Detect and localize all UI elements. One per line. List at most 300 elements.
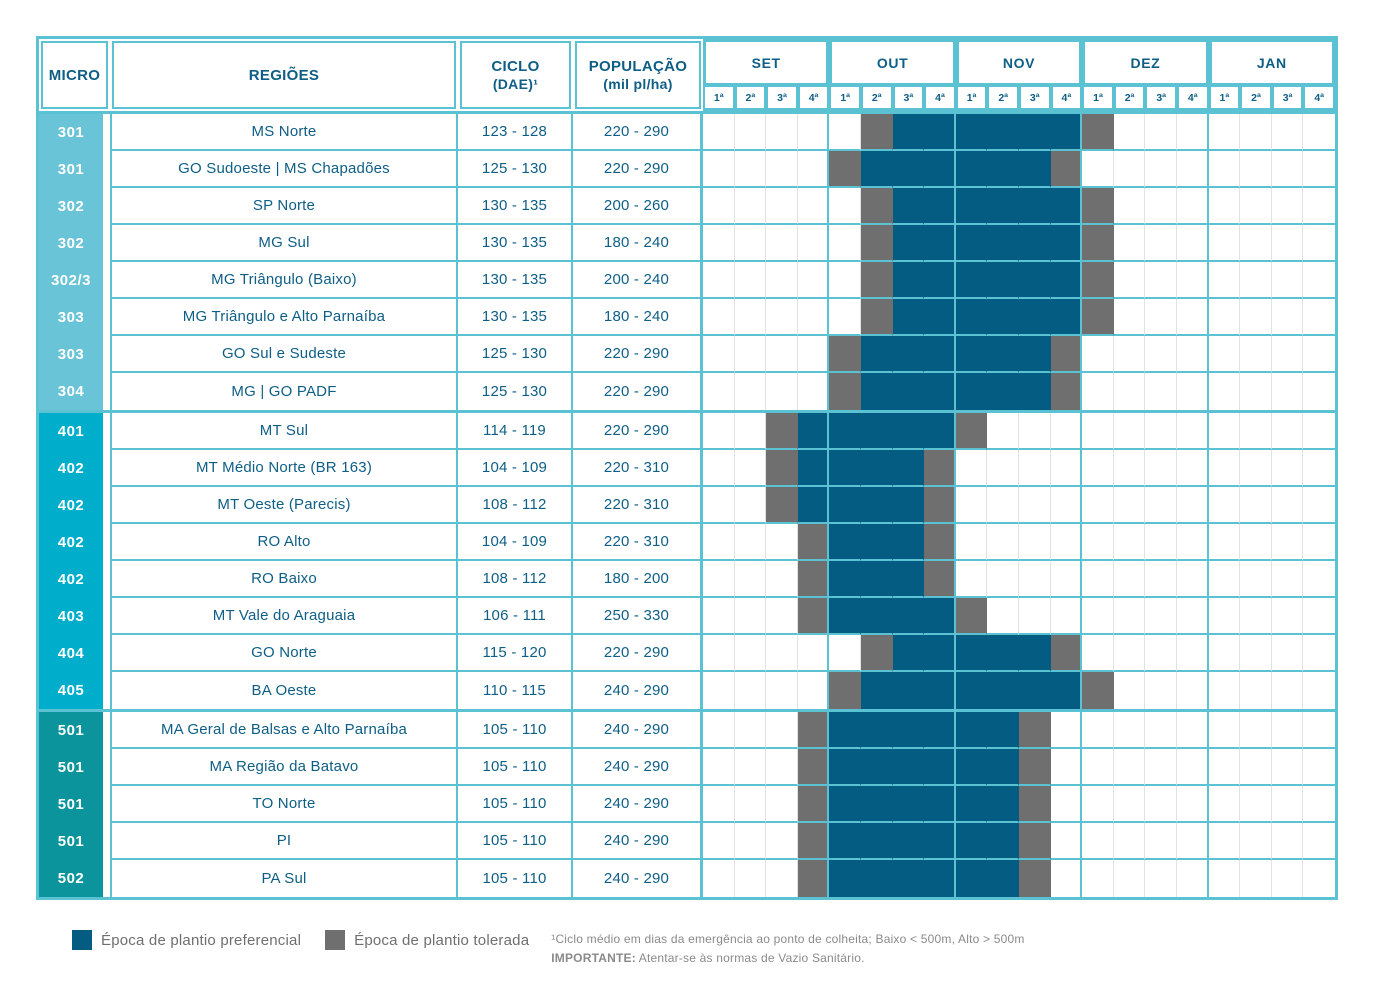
week-cell bbox=[1272, 450, 1304, 487]
week-cell bbox=[1303, 823, 1335, 860]
week-cell-preferencial bbox=[987, 225, 1019, 262]
week-header: 1ª bbox=[831, 87, 859, 108]
week-cell-preferencial bbox=[893, 524, 925, 561]
micro-cell bbox=[39, 450, 110, 487]
week-cell bbox=[829, 225, 861, 262]
week-cell-preferencial bbox=[924, 712, 956, 749]
week-cell-preferencial bbox=[924, 336, 956, 373]
week-cell bbox=[1082, 373, 1114, 410]
week-cell bbox=[1114, 413, 1146, 450]
micro-cell bbox=[39, 262, 110, 299]
legend-item-tolerada bbox=[325, 930, 529, 950]
week-cell bbox=[1240, 336, 1272, 373]
week-cell-preferencial bbox=[956, 336, 988, 373]
week-cell bbox=[1082, 860, 1114, 897]
week-cell-preferencial bbox=[1051, 299, 1083, 336]
week-cell bbox=[1303, 114, 1335, 151]
week-cell bbox=[1272, 114, 1304, 151]
ciclo-cell: 105 - 110 bbox=[458, 860, 573, 897]
week-cell-preferencial bbox=[893, 749, 925, 786]
week-cell bbox=[1114, 712, 1146, 749]
week-cell-preferencial bbox=[956, 151, 988, 188]
micro-cell bbox=[39, 860, 110, 897]
week-cell bbox=[1303, 598, 1335, 635]
micro-badge: 502 bbox=[39, 860, 103, 897]
week-cell bbox=[1051, 524, 1083, 561]
week-cell bbox=[1303, 672, 1335, 709]
week-cell bbox=[1240, 151, 1272, 188]
week-cell bbox=[1272, 262, 1304, 299]
header-micro-label: MICRO bbox=[48, 66, 101, 84]
week-cell bbox=[1272, 672, 1304, 709]
header-populacao bbox=[575, 41, 701, 109]
week-cell-preferencial bbox=[1019, 373, 1051, 410]
week-cell bbox=[1177, 225, 1209, 262]
week-cell-preferencial bbox=[893, 188, 925, 225]
week-cell bbox=[703, 561, 735, 598]
week-cell-preferencial bbox=[956, 672, 988, 709]
week-cell-preferencial bbox=[956, 373, 988, 410]
week-cell-preferencial bbox=[1051, 262, 1083, 299]
week-cell bbox=[1209, 561, 1241, 598]
ciclo-cell: 104 - 109 bbox=[458, 450, 573, 487]
week-cell bbox=[1177, 151, 1209, 188]
week-cell-preferencial bbox=[956, 262, 988, 299]
micro-badge: 403 bbox=[39, 598, 103, 635]
week-cell-preferencial bbox=[893, 450, 925, 487]
week-cell bbox=[1082, 712, 1114, 749]
week-cell bbox=[987, 561, 1019, 598]
week-header: 2ª bbox=[1116, 87, 1144, 108]
week-cell bbox=[1240, 225, 1272, 262]
week-cell bbox=[766, 712, 798, 749]
week-cell bbox=[1303, 151, 1335, 188]
week-cell bbox=[1177, 823, 1209, 860]
week-cell-tolerada bbox=[924, 561, 956, 598]
week-cell-tolerada bbox=[829, 151, 861, 188]
week-cell bbox=[956, 524, 988, 561]
week-cell bbox=[1303, 413, 1335, 450]
week-cell-tolerada bbox=[1051, 373, 1083, 410]
week-cell bbox=[1145, 450, 1177, 487]
ciclo-cell: 105 - 110 bbox=[458, 712, 573, 749]
region-cell: MG | GO PADF bbox=[110, 373, 458, 410]
week-cell bbox=[703, 151, 735, 188]
micro-cell bbox=[39, 786, 110, 823]
week-cell-preferencial bbox=[956, 823, 988, 860]
week-cell-preferencial bbox=[893, 299, 925, 336]
week-cell-tolerada bbox=[1051, 151, 1083, 188]
week-cell bbox=[1209, 635, 1241, 672]
micro-badge: 501 bbox=[39, 823, 103, 860]
week-header: 3ª bbox=[768, 87, 796, 108]
week-cell bbox=[703, 786, 735, 823]
week-cell bbox=[1114, 860, 1146, 897]
ciclo-cell: 114 - 119 bbox=[458, 413, 573, 450]
week-cell-preferencial bbox=[798, 413, 830, 450]
week-cell-preferencial bbox=[1019, 225, 1051, 262]
week-cell bbox=[735, 672, 767, 709]
micro-cell bbox=[39, 225, 110, 262]
week-cell bbox=[735, 188, 767, 225]
week-cell bbox=[1145, 598, 1177, 635]
week-cell bbox=[1177, 114, 1209, 151]
week-cell-preferencial bbox=[798, 487, 830, 524]
week-cell bbox=[735, 487, 767, 524]
week-cell bbox=[703, 524, 735, 561]
week-cell bbox=[798, 114, 830, 151]
week-cell bbox=[735, 712, 767, 749]
micro-badge: 303 bbox=[39, 336, 103, 373]
header-regioes bbox=[112, 41, 456, 109]
week-cell bbox=[1019, 450, 1051, 487]
week-cell bbox=[1272, 786, 1304, 823]
week-cell bbox=[987, 413, 1019, 450]
week-cell bbox=[1051, 487, 1083, 524]
week-cell-preferencial bbox=[956, 299, 988, 336]
week-cell-preferencial bbox=[893, 487, 925, 524]
week-cell-tolerada bbox=[766, 450, 798, 487]
week-cell bbox=[1303, 524, 1335, 561]
week-cell bbox=[1303, 188, 1335, 225]
week-cell bbox=[1051, 823, 1083, 860]
week-cell bbox=[1303, 336, 1335, 373]
week-cell-tolerada bbox=[924, 450, 956, 487]
week-cell-preferencial bbox=[829, 413, 861, 450]
week-cell bbox=[1051, 712, 1083, 749]
week-cell-preferencial bbox=[924, 749, 956, 786]
week-cell bbox=[1272, 524, 1304, 561]
week-cell bbox=[735, 114, 767, 151]
ciclo-cell: 125 - 130 bbox=[458, 373, 573, 410]
week-cell bbox=[703, 860, 735, 897]
region-cell: GO Norte bbox=[110, 635, 458, 672]
week-cell bbox=[766, 786, 798, 823]
week-cell bbox=[1209, 114, 1241, 151]
region-cell: MT Sul bbox=[110, 413, 458, 450]
week-cell bbox=[1114, 188, 1146, 225]
week-cell bbox=[1303, 450, 1335, 487]
week-cell bbox=[1145, 413, 1177, 450]
week-cell bbox=[703, 225, 735, 262]
week-cell bbox=[766, 373, 798, 410]
week-cell-tolerada bbox=[861, 188, 893, 225]
week-cell bbox=[987, 598, 1019, 635]
week-cell bbox=[1177, 336, 1209, 373]
week-header: 1ª bbox=[705, 87, 733, 108]
week-cell-preferencial bbox=[893, 635, 925, 672]
week-cell-tolerada bbox=[861, 225, 893, 262]
week-cell-preferencial bbox=[987, 635, 1019, 672]
micro-badge: 402 bbox=[39, 524, 103, 561]
population-cell: 220 - 290 bbox=[573, 413, 703, 450]
week-cell bbox=[1209, 450, 1241, 487]
week-cell bbox=[1051, 450, 1083, 487]
month-header-set: SET bbox=[706, 42, 826, 83]
week-cell bbox=[1240, 712, 1272, 749]
week-cell bbox=[1272, 561, 1304, 598]
week-cell-tolerada bbox=[766, 487, 798, 524]
week-cell bbox=[1272, 487, 1304, 524]
population-cell: 180 - 200 bbox=[573, 561, 703, 598]
week-cell-preferencial bbox=[924, 114, 956, 151]
legend-swatch-tolerada bbox=[325, 930, 345, 950]
week-cell bbox=[1303, 635, 1335, 672]
week-cell bbox=[1240, 598, 1272, 635]
region-cell: MA Geral de Balsas e Alto Parnaíba bbox=[110, 712, 458, 749]
micro-cell bbox=[39, 487, 110, 524]
week-cell-tolerada bbox=[829, 373, 861, 410]
week-cell-preferencial bbox=[893, 786, 925, 823]
header-ciclo bbox=[460, 41, 571, 109]
week-cell-preferencial bbox=[893, 262, 925, 299]
legend-swatch-preferencial bbox=[72, 930, 92, 950]
week-cell-tolerada bbox=[798, 524, 830, 561]
week-cell bbox=[1209, 262, 1241, 299]
week-cell bbox=[1145, 225, 1177, 262]
header-populacao-sublabel: (mil pl/ha) bbox=[603, 76, 673, 92]
ciclo-cell: 108 - 112 bbox=[458, 561, 573, 598]
legend-item-preferencial bbox=[72, 930, 301, 950]
week-cell bbox=[1145, 487, 1177, 524]
week-cell bbox=[1177, 450, 1209, 487]
ciclo-cell: 106 - 111 bbox=[458, 598, 573, 635]
week-cell bbox=[1114, 262, 1146, 299]
week-cell bbox=[1272, 188, 1304, 225]
population-cell: 200 - 260 bbox=[573, 188, 703, 225]
week-cell bbox=[1272, 413, 1304, 450]
week-cell bbox=[829, 299, 861, 336]
week-cell bbox=[1272, 635, 1304, 672]
header-micro bbox=[41, 41, 108, 109]
week-cell bbox=[1177, 860, 1209, 897]
week-cell bbox=[735, 749, 767, 786]
week-header: 1ª bbox=[958, 87, 986, 108]
week-cell-preferencial bbox=[1019, 188, 1051, 225]
week-cell-preferencial bbox=[956, 225, 988, 262]
week-cell bbox=[829, 188, 861, 225]
week-cell-preferencial bbox=[1051, 225, 1083, 262]
week-cell bbox=[1209, 672, 1241, 709]
week-cell bbox=[1209, 823, 1241, 860]
week-cell-preferencial bbox=[829, 561, 861, 598]
micro-cell bbox=[39, 188, 110, 225]
week-cell-preferencial bbox=[1019, 151, 1051, 188]
week-cell-preferencial bbox=[987, 712, 1019, 749]
week-cell bbox=[1272, 299, 1304, 336]
week-cell bbox=[1114, 823, 1146, 860]
week-header: 3ª bbox=[1021, 87, 1049, 108]
week-cell bbox=[1145, 860, 1177, 897]
week-header: 2ª bbox=[737, 87, 765, 108]
week-cell bbox=[1145, 336, 1177, 373]
week-cell-tolerada bbox=[798, 749, 830, 786]
week-cell-tolerada bbox=[1082, 114, 1114, 151]
week-cell bbox=[735, 373, 767, 410]
week-header: 3ª bbox=[1147, 87, 1175, 108]
week-cell bbox=[703, 262, 735, 299]
week-cell bbox=[1145, 373, 1177, 410]
week-cell-tolerada bbox=[1082, 672, 1114, 709]
week-cell-preferencial bbox=[956, 749, 988, 786]
week-cell-preferencial bbox=[829, 712, 861, 749]
week-cell bbox=[1272, 860, 1304, 897]
week-cell-preferencial bbox=[987, 786, 1019, 823]
week-cell bbox=[1177, 598, 1209, 635]
region-cell: SP Norte bbox=[110, 188, 458, 225]
week-cell-tolerada bbox=[1082, 262, 1114, 299]
micro-cell bbox=[39, 823, 110, 860]
week-cell-preferencial bbox=[924, 786, 956, 823]
week-cell-preferencial bbox=[861, 823, 893, 860]
week-cell bbox=[1240, 114, 1272, 151]
population-cell: 220 - 310 bbox=[573, 450, 703, 487]
week-cell bbox=[1082, 749, 1114, 786]
week-cell bbox=[798, 635, 830, 672]
week-cell bbox=[1082, 786, 1114, 823]
week-cell-preferencial bbox=[924, 225, 956, 262]
week-cell bbox=[1145, 114, 1177, 151]
region-cell: MS Norte bbox=[110, 114, 458, 151]
week-cell bbox=[1209, 299, 1241, 336]
week-cell bbox=[735, 524, 767, 561]
week-cell bbox=[1082, 823, 1114, 860]
footnotes bbox=[551, 930, 1024, 967]
ciclo-cell: 130 - 135 bbox=[458, 299, 573, 336]
week-cell bbox=[1019, 413, 1051, 450]
week-cell-tolerada bbox=[1019, 860, 1051, 897]
micro-cell bbox=[39, 712, 110, 749]
week-cell-preferencial bbox=[987, 336, 1019, 373]
population-cell: 220 - 310 bbox=[573, 524, 703, 561]
week-cell bbox=[735, 262, 767, 299]
week-cell bbox=[1051, 860, 1083, 897]
week-cell bbox=[1240, 262, 1272, 299]
region-cell: TO Norte bbox=[110, 786, 458, 823]
week-header: 1ª bbox=[1211, 87, 1239, 108]
week-cell bbox=[1114, 487, 1146, 524]
region-cell: BA Oeste bbox=[110, 672, 458, 709]
week-cell-preferencial bbox=[1019, 635, 1051, 672]
micro-badge: 401 bbox=[39, 413, 103, 450]
ciclo-cell: 125 - 130 bbox=[458, 336, 573, 373]
week-cell bbox=[1272, 823, 1304, 860]
week-cell-preferencial bbox=[924, 823, 956, 860]
micro-cell bbox=[39, 299, 110, 336]
week-cell-preferencial bbox=[893, 672, 925, 709]
week-cell bbox=[1303, 487, 1335, 524]
week-cell-tolerada bbox=[861, 114, 893, 151]
week-cell-preferencial bbox=[861, 413, 893, 450]
week-cell bbox=[703, 299, 735, 336]
week-cell bbox=[1240, 299, 1272, 336]
week-cell bbox=[1209, 487, 1241, 524]
micro-cell bbox=[39, 114, 110, 151]
week-header: 2ª bbox=[1242, 87, 1270, 108]
week-cell-tolerada bbox=[1019, 749, 1051, 786]
week-cell-preferencial bbox=[861, 151, 893, 188]
week-cell bbox=[1177, 786, 1209, 823]
population-cell: 220 - 290 bbox=[573, 151, 703, 188]
week-cell bbox=[1177, 373, 1209, 410]
header-regioes-label: REGIÕES bbox=[248, 66, 320, 84]
week-cell-preferencial bbox=[924, 598, 956, 635]
week-cell bbox=[798, 299, 830, 336]
week-cell bbox=[703, 188, 735, 225]
week-cell-preferencial bbox=[893, 373, 925, 410]
micro-badge: 501 bbox=[39, 712, 103, 749]
region-cell: MT Oeste (Parecis) bbox=[110, 487, 458, 524]
week-cell-preferencial bbox=[1019, 114, 1051, 151]
week-cell bbox=[1082, 561, 1114, 598]
week-cell bbox=[1114, 373, 1146, 410]
week-cell-preferencial bbox=[956, 860, 988, 897]
week-cell bbox=[1272, 712, 1304, 749]
micro-cell bbox=[39, 635, 110, 672]
week-cell bbox=[766, 749, 798, 786]
week-cell bbox=[1177, 487, 1209, 524]
week-cell-preferencial bbox=[861, 336, 893, 373]
week-cell bbox=[1145, 786, 1177, 823]
week-cell bbox=[1145, 635, 1177, 672]
ciclo-cell: 104 - 109 bbox=[458, 524, 573, 561]
week-cell bbox=[703, 413, 735, 450]
week-cell bbox=[1272, 225, 1304, 262]
week-cell-tolerada bbox=[798, 598, 830, 635]
micro-badge: 302/3 bbox=[39, 262, 103, 299]
week-cell-preferencial bbox=[893, 336, 925, 373]
week-cell bbox=[1240, 786, 1272, 823]
week-cell-preferencial bbox=[956, 114, 988, 151]
week-cell bbox=[766, 151, 798, 188]
week-cell-tolerada bbox=[861, 262, 893, 299]
week-cell bbox=[1145, 299, 1177, 336]
micro-cell bbox=[39, 561, 110, 598]
week-cell bbox=[1209, 860, 1241, 897]
week-cell bbox=[703, 672, 735, 709]
planting-calendar-table bbox=[36, 36, 1338, 900]
week-cell bbox=[735, 299, 767, 336]
footnote-importante-bold: IMPORTANTE: bbox=[551, 950, 636, 965]
header-ciclo-label: CICLO bbox=[491, 58, 540, 75]
week-cell-preferencial bbox=[893, 860, 925, 897]
week-cell bbox=[703, 749, 735, 786]
week-cell-preferencial bbox=[861, 860, 893, 897]
region-cell: PA Sul bbox=[110, 860, 458, 897]
header-ciclo-sublabel: (DAE)¹ bbox=[492, 76, 539, 92]
ciclo-cell: 108 - 112 bbox=[458, 487, 573, 524]
ciclo-cell: 130 - 135 bbox=[458, 188, 573, 225]
ciclo-cell: 130 - 135 bbox=[458, 262, 573, 299]
week-cell bbox=[1240, 487, 1272, 524]
week-cell-preferencial bbox=[861, 598, 893, 635]
week-cell bbox=[1145, 561, 1177, 598]
week-cell bbox=[703, 114, 735, 151]
ciclo-cell: 105 - 110 bbox=[458, 749, 573, 786]
week-cell bbox=[1177, 749, 1209, 786]
micro-badge: 301 bbox=[39, 114, 103, 151]
week-cell bbox=[1082, 450, 1114, 487]
micro-cell bbox=[39, 672, 110, 709]
week-header: 2ª bbox=[863, 87, 891, 108]
week-cell-tolerada bbox=[1051, 336, 1083, 373]
week-cell bbox=[735, 823, 767, 860]
week-cell-preferencial bbox=[893, 225, 925, 262]
week-cell bbox=[1051, 598, 1083, 635]
week-cell bbox=[1082, 151, 1114, 188]
week-cell bbox=[1240, 373, 1272, 410]
legend-label-tolerada: Época de plantio tolerada bbox=[354, 931, 530, 949]
